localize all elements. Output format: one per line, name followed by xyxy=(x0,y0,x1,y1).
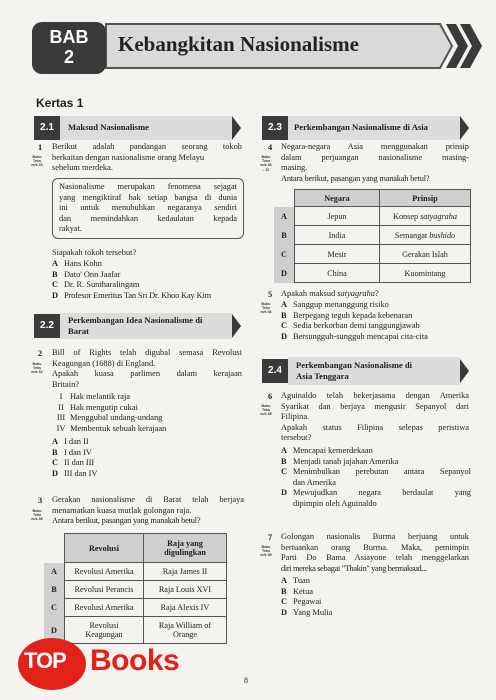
question-5-options xyxy=(281,300,471,342)
section-title: Perkembangan Idea Nasionalisme di Barat xyxy=(68,315,203,336)
section-arrow-icon xyxy=(460,359,469,383)
question-number: 3 xyxy=(38,496,43,505)
question-number: 7 xyxy=(268,533,273,542)
textbook-ref: Buku Teks m/s 39 xyxy=(260,545,272,558)
question-2-options xyxy=(52,437,242,479)
section-number: 2.1 xyxy=(34,116,60,140)
option[interactable]: B Ketua xyxy=(281,586,313,596)
statement: I Hak melantik raja xyxy=(59,392,130,401)
question-4-stem: Negara-negara Asia menggunakan prinsip dalam perjuangan nasionalisme masing- masing. Antara berikut, pasangan yang manakah betul? xyxy=(281,142,469,183)
question-6-stem: Aguinaldo telah bekerjasama dengan Amerika Syarikat dan berjaya mengusir Sepanyol dari Filipina. Apakah status Filipina selepas peristiwa tersebut? xyxy=(281,391,469,443)
option[interactable]: D Mewujudkan negara berdaulat yang dipimpin oleh Aguinaldo xyxy=(281,488,471,508)
section-arrow-icon xyxy=(232,314,241,338)
topbooks-logo xyxy=(16,632,216,692)
question-5-ask: Apakah maksud satyagraha? xyxy=(281,289,379,298)
table-row[interactable]: D China Kuomintang xyxy=(274,264,471,283)
chapter-word: BAB xyxy=(49,27,89,47)
question-number: 4 xyxy=(268,143,273,152)
section-title: Maksud Nasionalisme xyxy=(68,122,149,132)
section-number: 2.4 xyxy=(262,359,288,383)
textbook-ref: Buku Teks m/s 34 xyxy=(31,362,43,375)
section-2-4-header xyxy=(262,357,468,385)
logo-top-text: TOP xyxy=(24,648,66,673)
textbook-ref: Buku Teks m/s 36 xyxy=(260,302,272,315)
option[interactable]: D Yang Mulia xyxy=(281,607,333,617)
chapter-number: 2 xyxy=(63,47,74,67)
question-1-ask: Siapakah tokoh tersebut? xyxy=(52,248,137,257)
question-1-options xyxy=(52,259,252,301)
question-7-options xyxy=(281,576,471,618)
option[interactable]: C Sedia berkorban demi tanggungjawab xyxy=(281,321,420,331)
option[interactable]: A Mencapai kemerdekaan xyxy=(281,446,373,455)
option[interactable]: B Menjadi tanah jajahan Amerika xyxy=(281,456,399,466)
option[interactable]: D Bersungguh-sungguh mencapai cita-cita xyxy=(281,331,428,341)
table-row[interactable]: D Revolusi Keagungan Raja William of Orange xyxy=(44,617,227,644)
section-arrow-icon xyxy=(460,116,469,140)
question-2-stem: Bill of Rights telah digubal semasa Revolusi Keagungan (1688) di England. Apakah kuasa parlimen dalam kerajaan Britain? xyxy=(52,348,242,389)
question-number: 1 xyxy=(38,143,43,152)
textbook-ref: Buku Teks m/s 36 – 37 xyxy=(260,155,272,172)
option[interactable]: A Sanggup menanggung risiko xyxy=(281,300,389,309)
statement: IV Membentuk sebuah kerajaan xyxy=(56,423,167,433)
option[interactable]: D Profesor Emeritus Tan Sri Dr. Khoo Kay Kim xyxy=(52,290,211,300)
table-row[interactable]: C Mesir Gerakan Islah xyxy=(274,245,471,264)
section-title: Perkembangan Nasionalisme di Asia Tenggara xyxy=(296,360,413,381)
option[interactable]: A I dan II xyxy=(52,437,89,446)
option[interactable]: B I dan IV xyxy=(52,447,92,457)
table-row[interactable]: C Revolusi Amerika Raja Alexis IV xyxy=(44,599,227,617)
question-3-table: Revolusi Raja yang digulingkan A Revolusi Amerika Raja James II B Revolusi Perancis Raja Louis XVI C Revolusi Amerika Raja Alexis IV D Revolusi Keagungan Raja William of Orange xyxy=(44,533,227,644)
option[interactable]: A Tuan xyxy=(281,576,310,585)
section-number: 2.2 xyxy=(34,314,60,338)
table-row[interactable]: A Jepun Konsep satyagraha xyxy=(274,207,471,226)
section-2-1-header xyxy=(34,116,240,140)
statement: III Menggubal undang-undang xyxy=(56,413,163,423)
quote-box: Nasionalisme merupakan fenomena sejagat yang mengiktiraf hak setiap bangsa di dunia ini untuk menubuhkan negaranya sendiri dan memindahkan kedaulatan kepada rakyat. xyxy=(52,178,244,239)
page-number: 8 xyxy=(244,676,248,685)
textbook-ref: Buku Teks m/s 33 xyxy=(31,155,43,168)
textbook-ref: Buku Teks m/s 35 xyxy=(31,509,43,522)
section-number: 2.3 xyxy=(262,116,288,140)
question-2-statements xyxy=(52,392,242,434)
option[interactable]: B Berpegang teguh kepada kebenaran xyxy=(281,310,413,320)
option[interactable]: C Menimbulkan perebutan antara Sepanyol dan Amerika xyxy=(281,467,471,487)
option[interactable]: D III dan IV xyxy=(52,468,98,478)
question-3-stem: Gerakan nasionalisme di Barat telah berjaya menamatkan kuasa mutlak golongan raja. Antara berikut, pasangan yang manakah betul? xyxy=(52,495,244,526)
chapter-badge xyxy=(32,22,106,74)
option[interactable]: C II dan III xyxy=(52,458,95,468)
table-row[interactable]: A Revolusi Amerika Raja James II xyxy=(44,563,227,581)
section-title: Perkembangan Nasionalisme di Asia xyxy=(294,122,428,132)
question-4-table: Negara Prinsip A Jepun Konsep satyagraha B India Semangat bushido C Mesir Gerakan Islah D China Kuomintang xyxy=(274,189,471,283)
textbook-ref: Buku Teks m/s 38 xyxy=(260,404,272,417)
question-6-options xyxy=(281,446,471,510)
option[interactable]: A Hans Kohn xyxy=(52,259,102,268)
question-number: 5 xyxy=(268,290,273,299)
question-number: 6 xyxy=(268,392,273,401)
table-row[interactable]: B India Semangat bushido xyxy=(274,226,471,245)
paper-label: Kertas 1 xyxy=(36,96,84,110)
section-2-3-header xyxy=(262,116,468,140)
question-1-stem: Berikut adalah pandangan seorang tokoh berkaitan dengan nasionalisme orang Melayu sebelum merdeka. xyxy=(52,142,242,173)
statement: II Hak mengutip cukai xyxy=(58,402,138,412)
question-7-stem: Golongan nasionalis Burma berjuang untuk bertuankan orang Burma. Maka, pemimpin Parti Do Bama Asiayone telah menggelarkan diri mereka sebagai "Thakin" yang bermaksud... xyxy=(281,532,469,573)
section-2-2-header xyxy=(34,313,240,339)
question-number: 2 xyxy=(38,349,43,358)
option[interactable]: C Pegawai xyxy=(281,597,322,607)
logo-books-text: Books xyxy=(90,644,180,677)
option[interactable]: C Dr. R. Suntharalingam xyxy=(52,280,140,290)
section-arrow-icon xyxy=(232,116,241,140)
table-row[interactable]: B Revolusi Perancis Raja Louis XVI xyxy=(44,581,227,599)
option[interactable]: B Dato' Onn Jaafar xyxy=(52,269,121,279)
chapter-title: Kebangkitan Nasionalisme xyxy=(118,32,359,56)
